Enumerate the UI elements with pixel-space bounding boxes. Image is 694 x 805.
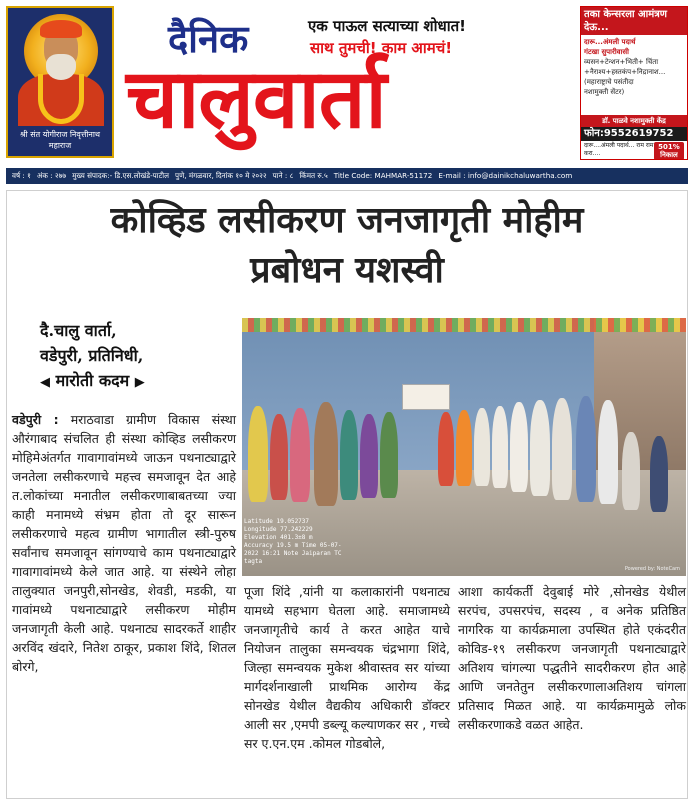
tagline-secondary: साथ तुमची! काम आमचं! xyxy=(310,39,453,57)
article-byline xyxy=(40,318,220,395)
masthead xyxy=(0,0,694,180)
saint-portrait xyxy=(6,6,114,158)
info-price: किंमत रु.५ xyxy=(299,171,328,180)
portrait-turban xyxy=(40,20,82,38)
photo-festoon xyxy=(242,318,686,332)
byline-location: वडेपुरी, प्रतिनिधी, xyxy=(40,346,144,365)
headline-line-1: कोव्हिड लसीकरण जनजागृती मोहीम xyxy=(110,200,584,241)
event-photo xyxy=(242,318,686,576)
ad-line: दारू...अंमली पदार्थ xyxy=(584,38,636,46)
person xyxy=(552,398,572,500)
person xyxy=(456,410,472,486)
person xyxy=(492,406,508,488)
info-year: वर्ष : १ xyxy=(12,171,31,180)
tagline-primary: एक पाऊल सत्याच्या शोधात! xyxy=(308,17,467,35)
portrait-beard xyxy=(46,54,76,80)
portrait-garland xyxy=(38,74,84,124)
person xyxy=(510,402,528,492)
info-place-date: पुणे, मंगळवार, दिनांक १० मे २०२२ xyxy=(174,171,267,180)
ad-lines xyxy=(584,37,686,97)
ad-line: +नैराश्य+हस्तकंप+निद्रानाश... xyxy=(584,68,666,76)
rehab-ad[interactable] xyxy=(580,6,688,160)
photo-crowd xyxy=(242,392,686,512)
info-pages: पाने : ८ xyxy=(272,171,294,180)
edition-info-bar xyxy=(6,168,688,184)
column-3-text: आशा कार्यकर्ती देवुबाई मोरे ,सोनखेड येथील सरपंच, उपसरपंच, सदस्य , व अनेक प्रतिष्ठित नागरिक या कार्यक्रमाला उपस्थित होते एकंदरीत कोविड-१९ लसीकरण जनजागृती पथनाट्याद्वारे अतिशय चांगल्या पद्धतीने सादरीकरण होत आहे आणि जनतेतुन लसीकरणालाअतिशय चांगला प्रतिसाद मिळत आहे. या कार्यक्रमामुळे लोक लसीकरणाकडे वळत आहेत. xyxy=(458,584,686,732)
person xyxy=(290,408,310,502)
person xyxy=(314,402,338,506)
person xyxy=(270,414,288,500)
triangle-left-icon: ◀ xyxy=(40,375,50,390)
headline-line-2: प्रबोधन यशस्वी xyxy=(250,250,444,291)
person xyxy=(438,412,454,486)
person xyxy=(340,410,358,500)
article-column-2 xyxy=(244,582,450,753)
person xyxy=(360,414,378,498)
portrait-caption: श्री संत योगीराज निवृत्तीनाथ महाराज xyxy=(8,126,112,156)
article-column-1 xyxy=(12,410,236,676)
byline-reporter-row xyxy=(40,368,220,395)
column-1-text: मराठवाडा ग्रामीण विकास संस्था औरंगाबाद संचलित ही संस्था कोव्हिड लसीकरण मोहिमेअंतर्गत गावागावांमध्ये जाऊन पथनाट्याद्वारे जनतेला लसीकरणाचे महत्त्व समजावून देत आहे त.लोकांच्या मनातील लसीकरणाबाबतच्या ज्या काही मनामध्ये संभ्रम होता तो दूर सारून लसीकरणाचे महत्व ग्रामीण भागातील स्त्री-पुरुष सर्वांनाच समजावून सांगण्याचे काम पथनाट्याद्वारे गावागावांमध्ये केले जात आहे. या संस्थेने लोहा तालुक्यात जनपुरी,सोनखेड, शेवडी, मडकी, या गावांमध्ये पथनाट्याद्वारे लसीकरण मोहीम जनजागृती केली आहे. पथनाट्य सादरकर्ते शाहीर अरविंद खंदारे, नितेश ठाकूर, प्रकाश शिंदे, शितल बोरगे, xyxy=(12,412,236,674)
brand-title: चालुवार्ता xyxy=(126,52,386,147)
ad-line: गंटखा सुपारीवासी xyxy=(584,48,629,56)
photo-credit: Powered by: NoteCam xyxy=(624,566,680,572)
ad-headline: तका केन्सरला आमंत्रण देऊ... xyxy=(581,7,687,35)
ad-line: व्यसन+टेन्शन+भिती+ चिंता xyxy=(584,58,659,66)
person xyxy=(530,400,550,496)
ad-doctor: डॉ. पाळवे नशामुक्ती केंद्र xyxy=(581,115,687,127)
info-email[interactable]: E-mail : info@dainikchaluwartha.com xyxy=(438,171,573,180)
column-2-text: पूजा शिंदे ,यांनी या कलाकारांनी पथनाट्य यामध्ये सहभाग घेतला आहे. समाजामध्ये जनजागृतीचे कार्य ते करत आहेत याचे नियोजन तालुका समन्वयक चंद्रभागा शिंदे, जिल्हा समन्वयक मुकेश श्रीवास्तव सर यांच्या मार्गदर्शनाखाली प्राथमिक आरोग्य केंद्र सोनखेड येथील वैद्यकीय अधिकारी डॉक्टर आली सर ,एमपी डब्ल्यू कल्याणकर सर , गच्चे सर ए.एन.एम .कोमल गोडबोले, xyxy=(244,584,450,751)
person xyxy=(474,408,490,486)
article-column-3 xyxy=(458,582,686,734)
article-headline xyxy=(0,196,694,296)
ad-phone[interactable]: फोन:9552619752 xyxy=(581,127,687,141)
byline-paper: दै.चालु वार्ता, xyxy=(40,321,117,340)
person xyxy=(576,396,596,502)
person xyxy=(598,400,618,504)
info-title-code: Title Code: MAHMAR-51172 xyxy=(333,171,433,180)
ad-line: नशामुक्ती सेंटर) xyxy=(584,88,625,96)
byline-reporter: मारोती कदम xyxy=(55,371,130,390)
ad-badge: 501% निकाल xyxy=(654,142,684,160)
triangle-right-icon: ▶ xyxy=(134,375,145,390)
info-editor: मुख्य संपादक:- डि.एस.लोखंडे-पाटील xyxy=(72,171,169,180)
brand-prefix: दैनिक xyxy=(168,16,249,61)
photo-geotag: Latitude 19.052737 Longitude 77.242229 Elevation 401.3±8 m Accuracy 19.5 m Time 05-07-2022 16:21 Note Jaiparan TC tagta xyxy=(244,518,342,565)
person xyxy=(622,432,640,510)
ad-line: (महाराष्ट्राचे पसंतीदा xyxy=(584,78,634,86)
person xyxy=(380,412,398,498)
article-dateline: वडेपुरी : xyxy=(12,412,59,427)
person xyxy=(248,406,268,502)
info-issue: अंक : २७७ xyxy=(36,171,67,180)
ad-footer: दारू....अंमली पदार्थ... राम राम करा.... xyxy=(584,142,654,157)
person xyxy=(650,436,668,512)
